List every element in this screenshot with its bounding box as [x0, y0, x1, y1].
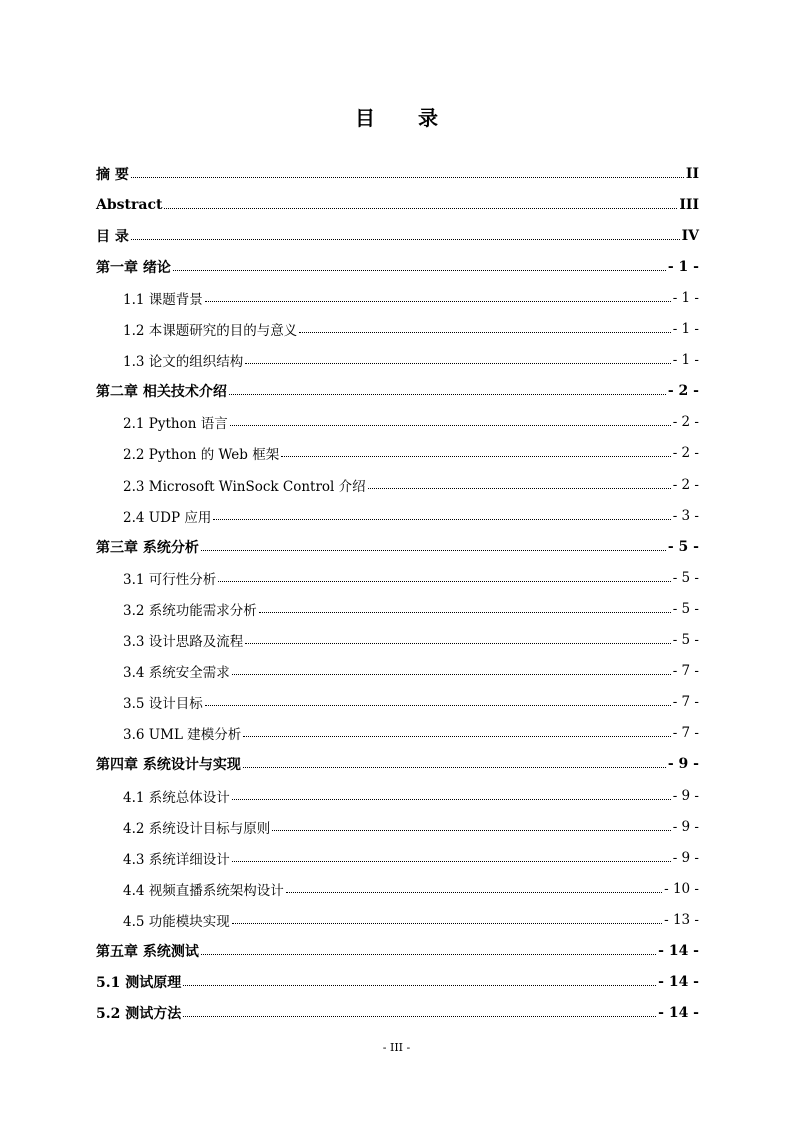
toc-entry-label: 5.1 测试原理: [96, 975, 182, 992]
toc-entry-label: 4.5 功能模块实现: [123, 913, 230, 930]
toc-entry-label: Abstract: [96, 196, 163, 213]
toc-entry[interactable]: [96, 967, 699, 998]
dot-leader: [368, 487, 671, 489]
toc-entry-label: 第三章 系统分析: [96, 539, 199, 556]
toc-entry-page: - 1 -: [672, 352, 699, 369]
toc-entry-page: - 1 -: [672, 289, 699, 306]
toc-entry-label: 3.4 系统安全需求: [123, 665, 230, 682]
toc-entry[interactable]: [96, 904, 699, 935]
toc-entry-label: 3.5 设计目标: [123, 696, 203, 713]
toc-entry-page: - 7 -: [672, 725, 699, 742]
toc-entry-page: - 9 -: [672, 818, 699, 835]
toc-entry-page: - 13 -: [664, 911, 699, 928]
toc-entry-page: - 5 -: [667, 538, 699, 555]
toc-entry-label: 5.2 测试方法: [96, 1006, 182, 1023]
toc-entry[interactable]: [96, 345, 699, 376]
dot-leader: [213, 518, 670, 520]
dot-leader: [164, 207, 677, 209]
toc-entry[interactable]: [96, 500, 699, 531]
toc-entry[interactable]: [96, 625, 699, 656]
toc-entry-page: - 5 -: [672, 632, 699, 648]
toc-entry-page: - 1 -: [672, 321, 699, 337]
toc-entry[interactable]: [96, 656, 699, 687]
toc-entry-label: 第四章 系统设计与实现: [96, 757, 241, 774]
toc-entry-label: 2.1 Python 语言: [123, 416, 228, 433]
toc-entry[interactable]: [96, 438, 699, 469]
toc-entry-page: II: [685, 165, 699, 182]
toc-entry[interactable]: [96, 780, 699, 811]
toc-entry-page: - 7 -: [672, 663, 699, 680]
toc-entry-label: 4.1 系统总体设计: [123, 789, 230, 806]
toc-entry-label: 4.2 系统设计目标与原则: [123, 820, 271, 837]
dot-leader: [243, 766, 666, 768]
toc-entry[interactable]: [96, 251, 699, 282]
toc-entry-page: - 5 -: [672, 600, 699, 617]
dot-leader: [259, 611, 671, 613]
dot-leader: [205, 704, 671, 706]
toc-entry[interactable]: [96, 562, 699, 593]
toc-entry-page: - 3 -: [672, 507, 699, 524]
toc-entry-page: IV: [681, 227, 699, 244]
dot-leader: [183, 984, 656, 986]
toc-entry-page: - 7 -: [672, 694, 699, 711]
toc-entry-label: 4.3 系统详细设计: [123, 851, 230, 868]
toc-entry[interactable]: [96, 593, 699, 624]
dot-leader: [131, 238, 680, 240]
toc-entry[interactable]: [96, 842, 699, 873]
page-title: 目 录: [355, 106, 456, 130]
toc-entry[interactable]: [96, 873, 699, 904]
toc-entry[interactable]: [96, 469, 699, 500]
toc-entry-page: - 14 -: [658, 974, 699, 991]
toc-entry-page: - 5 -: [672, 569, 699, 586]
toc-entry[interactable]: [96, 998, 699, 1029]
dot-leader: [286, 891, 662, 893]
toc-entry-page: - 9 -: [672, 787, 699, 804]
dot-leader: [299, 331, 670, 333]
toc-entry-label: 3.2 系统功能需求分析: [123, 602, 257, 619]
toc-entry-page: - 1 -: [667, 258, 699, 275]
dot-leader: [245, 362, 670, 364]
toc-entry[interactable]: [96, 811, 699, 842]
toc-entry-label: 第五章 系统测试: [96, 944, 199, 960]
dot-leader: [232, 860, 671, 862]
dot-leader: [245, 642, 670, 644]
dot-leader: [229, 393, 666, 395]
toc-entry[interactable]: [96, 376, 699, 407]
toc-entry-page: - 2 -: [672, 414, 699, 431]
toc-entry-label: 2.4 UDP 应用: [123, 509, 212, 526]
toc-entry-label: 目 录: [96, 228, 129, 245]
dot-leader: [232, 798, 671, 800]
toc-entry-page: - 10 -: [664, 880, 699, 897]
toc-entry[interactable]: [96, 314, 699, 345]
toc-entry[interactable]: [96, 220, 699, 251]
dot-leader: [201, 549, 666, 551]
toc-entry-page: III: [679, 196, 699, 213]
dot-leader: [218, 580, 670, 582]
toc-entry-label: 3.3 设计思路及流程: [123, 634, 244, 650]
dot-leader: [131, 176, 684, 178]
dot-leader: [183, 1015, 656, 1017]
dot-leader: [201, 953, 656, 955]
toc-entry[interactable]: [96, 158, 699, 189]
toc-entry-label: 3.1 可行性分析: [123, 571, 217, 588]
toc-entry-label: 2.3 Microsoft WinSock Control 介绍: [123, 478, 366, 495]
toc-entry-label: 第一章 绪论: [96, 259, 171, 276]
toc-entry[interactable]: [96, 936, 699, 967]
toc-entry-label: 第二章 相关技术介绍: [96, 384, 227, 401]
toc-entry[interactable]: [96, 189, 699, 220]
toc-entry-label: 1.3 论文的组织结构: [123, 354, 244, 371]
toc-entry[interactable]: [96, 687, 699, 718]
toc-entry[interactable]: [96, 718, 699, 749]
toc-entry-label: 摘 要: [96, 166, 129, 183]
dot-leader: [205, 300, 671, 302]
toc-entry[interactable]: [96, 749, 699, 780]
toc-entry-page: - 9 -: [667, 756, 699, 773]
dot-leader: [243, 735, 670, 737]
dot-leader: [272, 829, 670, 831]
toc-entry-page: - 2 -: [667, 383, 699, 400]
toc-entry[interactable]: [96, 407, 699, 438]
dot-leader: [232, 922, 662, 924]
toc-entry-label: 4.4 视频直播系统架构设计: [123, 882, 284, 899]
page-number-footer: - III -: [382, 1041, 411, 1054]
toc-entry[interactable]: [96, 282, 699, 313]
toc-entry-page: - 2 -: [672, 476, 699, 493]
toc-entry-label: 1.1 课题背景: [123, 291, 203, 308]
toc-entry-page: - 14 -: [658, 1005, 699, 1022]
dot-leader: [230, 424, 671, 426]
dot-leader: [232, 673, 671, 675]
toc-entry-label: 1.2 本课题研究的目的与意义: [123, 323, 298, 339]
dot-leader: [173, 269, 666, 271]
toc-entry[interactable]: [96, 531, 699, 562]
toc-entry-page: - 14 -: [658, 943, 699, 959]
toc-entry-label: 3.6 UML 建模分析: [123, 727, 242, 744]
toc-entry-page: - 2 -: [672, 445, 699, 462]
toc-entry-page: - 9 -: [672, 849, 699, 866]
dot-leader: [281, 455, 671, 457]
toc-entry-label: 2.2 Python 的 Web 框架: [123, 447, 280, 464]
